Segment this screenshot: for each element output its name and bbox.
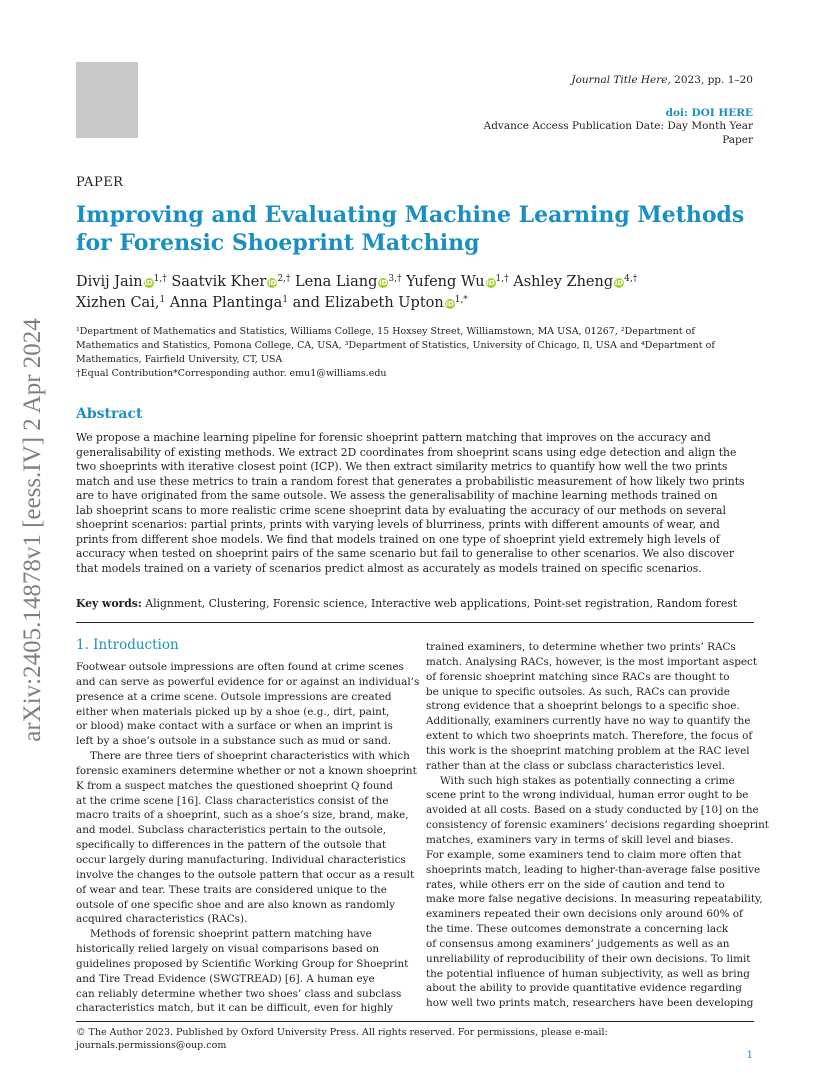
body-line: rates, while others err on the side of caution and tend to xyxy=(426,878,725,891)
affiliation-line: †Equal Contribution*Corresponding author. emu1@williams.edu xyxy=(76,368,387,379)
body-line: matches, examiners vary in terms of skill level and biases. xyxy=(426,833,734,846)
copyright-line: © The Author 2023. Published by Oxford University Press. All rights reserved. For permissions, please e-mail: xyxy=(76,1027,608,1038)
body-line: macro traits of a shoeprint, such as a shoe’s size, brand, make, xyxy=(76,809,409,822)
author-name: Anna Plantinga xyxy=(169,295,283,311)
body-line: rather than at the class or subclass characteristics level. xyxy=(426,759,726,772)
paper-title xyxy=(76,201,776,257)
body-line: historically relied largely on visual comparisons based on xyxy=(76,943,380,956)
body-line: and can serve as powerful evidence for or against an individual’s xyxy=(76,675,420,688)
body-line: occur largely during manufacturing. Individual characteristics xyxy=(76,853,406,866)
body-line: unreliability of reproducibility of their own decisions. To limit xyxy=(426,952,751,965)
body-line: characteristics match, but it can be difficult, even for highly xyxy=(76,1002,394,1015)
keywords xyxy=(76,597,737,610)
article-type: Paper xyxy=(722,134,753,146)
body-line: this work is the shoeprint matching problem at the RAC level xyxy=(426,744,750,757)
orcid-icon[interactable]: iD xyxy=(615,279,624,287)
abstract-line: shoeprint scenarios: partial prints, prints with varying levels of blurriness, prints with different amounts of wear, and xyxy=(76,518,720,532)
journal-title: Journal Title Here, xyxy=(571,74,671,86)
body-line: consistency of forensic examiners’ decisions regarding shoeprint xyxy=(426,819,769,832)
paper-title-line: Improving and Evaluating Machine Learning Methods xyxy=(76,202,745,228)
body-column-right xyxy=(426,640,769,1011)
body-line: left by a shoe’s outsole in a substance such as mud or sand. xyxy=(76,735,391,748)
body-line: of consensus among examiners’ judgements as well as an xyxy=(426,937,730,950)
abstract-line: that models trained on a variety of scenarios predict almost as accurately as models trained on specific scenarios. xyxy=(76,561,702,575)
doi-link[interactable]: doi: DOI HERE xyxy=(665,107,753,119)
body-line: strong evidence that a shoeprint belongs to a specific shoe. xyxy=(426,700,740,713)
author-name: Divij Jain xyxy=(76,274,143,290)
journal-citation xyxy=(571,73,753,87)
author-affil: 4,† xyxy=(624,274,638,284)
body-line: Additionally, examiners currently have no way to quantify the xyxy=(426,715,751,728)
affiliations xyxy=(76,325,756,381)
body-line: involve the changes to the outsole pattern that occur as a result xyxy=(76,868,415,881)
body-line: of wear and tear. These traits are considered unique to the xyxy=(76,883,387,896)
arxiv-stamp-text[interactable]: arXiv:2405.14878v1 [eess.IV] 2 Apr 2024 xyxy=(19,318,46,742)
body-line: outsole of one specific shoe and are also known as randomly xyxy=(76,898,395,911)
body-line: shoeprints match, leading to higher-than-average false positive xyxy=(426,863,761,876)
body-line: For example, some examiners tend to claim more often that xyxy=(426,848,742,861)
body-line: trained examiners, to determine whether two prints’ RACs xyxy=(426,641,736,653)
footer-divider xyxy=(76,1021,754,1022)
section-heading-introduction: 1. Introduction xyxy=(76,637,179,653)
body-line: can reliably determine whether two shoes’ class and subclass xyxy=(76,987,402,1000)
body-line: make more false negative decisions. In measuring repeatability, xyxy=(426,893,763,906)
keywords-list: Alignment, Clustering, Forensic science, Interactive web applications, Point-set registration, Random forest xyxy=(145,597,738,610)
body-line: match. Analysing RACs, however, is the most important aspect xyxy=(426,655,757,668)
author-affil: 1 xyxy=(159,295,166,305)
copyright-footer xyxy=(76,1026,608,1052)
author-line xyxy=(76,272,766,293)
body-line: either when materials picked up by a shoe (e.g., dirt, paint, xyxy=(76,705,390,718)
author-name: and Elizabeth Upton xyxy=(292,295,444,311)
access-date: Advance Access Publication Date: Day Month Year xyxy=(483,120,753,132)
journal-logo-placeholder xyxy=(76,62,138,138)
body-line: presence at a crime scene. Outsole impressions are created xyxy=(76,690,392,703)
body-line: examiners repeated their own decisions only around 60% of xyxy=(426,908,743,921)
author-list xyxy=(76,272,766,314)
section-label: PAPER xyxy=(76,175,124,190)
author-name: Saatvik Kher xyxy=(171,274,267,290)
author-name: Xizhen Cai, xyxy=(76,295,160,311)
body-line: specifically to differences in the pattern of the outsole that xyxy=(76,839,387,852)
body-line: scene print to the wrong individual, human error ought to be xyxy=(426,789,749,802)
abstract-line: two shoeprints with iterative closest point (ICP). We then extract similarity metrics to quantify how well the two prints xyxy=(76,460,728,474)
author-name: Lena Liang xyxy=(295,274,378,290)
keywords-label: Key words: xyxy=(76,597,142,610)
body-line: and model. Subclass characteristics pertain to the outsole, xyxy=(76,824,387,837)
abstract-line: generalisability of existing methods. We extract 2D coordinates from shoeprint scans using edge detection and align the xyxy=(76,445,737,459)
author-name: Ashley Zheng xyxy=(513,274,614,290)
orcid-icon[interactable]: iD xyxy=(445,300,454,308)
orcid-icon[interactable]: iD xyxy=(268,279,277,287)
author-affil: 1,* xyxy=(454,295,468,305)
body-line: Methods of forensic shoeprint pattern matching have xyxy=(90,928,372,941)
body-column-left xyxy=(76,660,420,1016)
abstract-line: are to have originated from the same outsole. We assess the generalisability of machine learning methods trained on xyxy=(76,489,718,503)
abstract-heading: Abstract xyxy=(76,406,143,422)
body-line: or blood) make contact with a surface or when an imprint is xyxy=(76,720,393,733)
affiliation-line: Mathematics and Statistics, Pomona College, CA, USA, ³Department of Statistics, University of Chicago, Il, USA and ⁴Department of xyxy=(76,340,715,351)
journal-pages: 2023, pp. 1–20 xyxy=(670,74,753,86)
divider xyxy=(76,622,754,623)
body-line: at the crime scene [16]. Class characteristics consist of the xyxy=(76,794,389,807)
body-line: With such high stakes as potentially connecting a crime xyxy=(440,774,735,787)
author-name: Yufeng Wu xyxy=(406,274,485,290)
body-line: the time. These outcomes demonstrate a concerning lack xyxy=(426,923,729,936)
affiliation-line: ¹Department of Mathematics and Statistics, Williams College, 15 Hoxsey Street, Williamstown, MA USA, 01267, ²Department of xyxy=(76,326,695,337)
body-line: and Tire Tread Evidence (SWGTREAD) [6]. A human eye xyxy=(76,972,375,985)
orcid-icon[interactable]: iD xyxy=(486,279,495,287)
body-line: be unique to specific outsoles. As such, RACs can provide xyxy=(426,685,730,698)
body-line: forensic examiners determine whether or not a known shoeprint xyxy=(76,764,417,777)
abstract-line: match and use these metrics to train a random forest that generates a probabilistic measurement of how likely two prints xyxy=(76,474,745,488)
body-line: the potential influence of human subjectivity, as well as bring xyxy=(426,967,750,980)
author-affil: 3,† xyxy=(388,274,402,284)
body-line: of forensic shoeprint matching since RACs are thought to xyxy=(426,670,730,683)
paper-title-line: for Forensic Shoeprint Matching xyxy=(76,230,480,256)
body-line: how well two prints match, researchers have been developing xyxy=(426,997,754,1010)
body-line: guidelines proposed by Scientific Working Group for Shoeprint xyxy=(76,957,409,970)
body-line: extent to which two shoeprints match. Therefore, the focus of xyxy=(426,730,753,743)
author-affil: 1,† xyxy=(495,274,509,284)
body-line: There are three tiers of shoeprint characteristics with which xyxy=(90,750,410,763)
affiliation-line: Mathematics, Fairfield University, CT, USA xyxy=(76,354,283,365)
author-line xyxy=(76,293,766,314)
orcid-icon[interactable]: iD xyxy=(144,279,153,287)
page-number: 1 xyxy=(746,1050,753,1061)
permissions-email[interactable]: journals.permissions@oup.com xyxy=(76,1040,227,1051)
abstract-body xyxy=(76,431,754,576)
body-line: about the ability to provide quantitative evidence regarding xyxy=(426,982,742,995)
author-affil: 2,† xyxy=(277,274,291,284)
body-line: Footwear outsole impressions are often found at crime scenes xyxy=(76,661,404,673)
author-affil: 1,† xyxy=(153,274,167,284)
abstract-line: accuracy when tested on shoeprint pairs of the same scenario but fail to generalise to other scenarios. We also discover xyxy=(76,547,735,561)
body-line: acquired characteristics (RACs). xyxy=(76,913,248,926)
arxiv-stamp xyxy=(14,285,52,775)
abstract-line: prints from different shoe models. We find that models trained on one type of shoeprint yield extremely high levels of xyxy=(76,532,720,546)
body-line: K from a suspect matches the questioned shoeprint Q found xyxy=(76,779,393,792)
orcid-icon[interactable]: iD xyxy=(379,279,388,287)
abstract-line: lab shoeprint scans to more realistic crime scene shoeprint data by evaluating the accuracy of our methods on several xyxy=(76,503,726,517)
author-affil: 1 xyxy=(282,295,289,305)
body-line: avoided at all costs. Based on a study conducted by [10] on the xyxy=(426,804,759,817)
abstract-line: We propose a machine learning pipeline for forensic shoeprint pattern matching that improves on the accuracy and xyxy=(76,431,711,444)
